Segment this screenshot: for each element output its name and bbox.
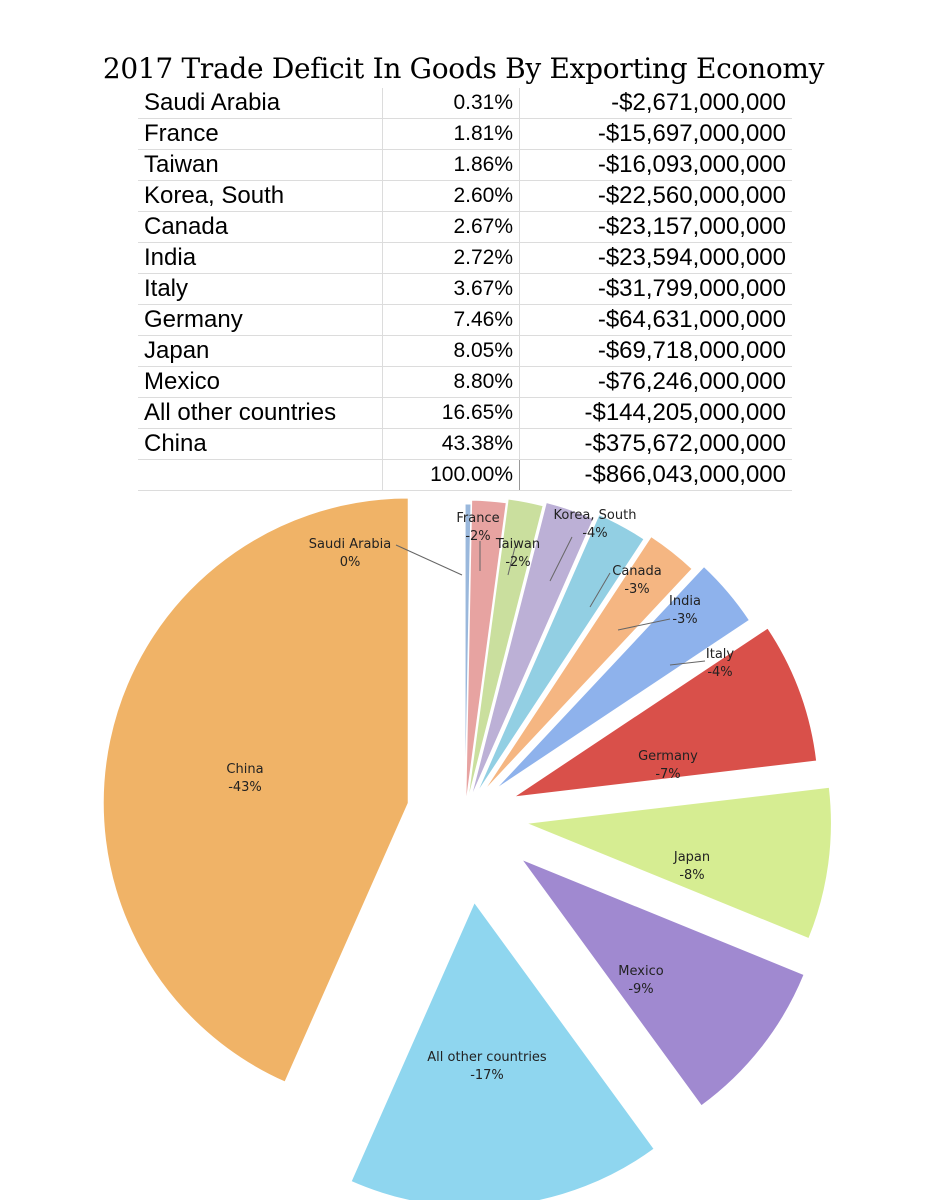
amount-cell: -$144,205,000,000	[520, 398, 793, 429]
table-row	[138, 398, 792, 429]
percent-cell: 0.31%	[383, 88, 520, 119]
table-row	[138, 181, 792, 212]
amount-cell: -$64,631,000,000	[520, 305, 793, 336]
slice-label: Korea, South	[553, 508, 637, 523]
amount-cell: -$22,560,000,000	[520, 181, 793, 212]
amount-cell: -$375,672,000,000	[520, 429, 793, 460]
slice-label: China	[226, 762, 264, 777]
slice-label: Saudi Arabia	[308, 537, 392, 552]
table-row	[138, 274, 792, 305]
percent-cell: 16.65%	[383, 398, 520, 429]
table-row	[138, 243, 792, 274]
table-row	[138, 119, 792, 150]
table-row	[138, 150, 792, 181]
amount-cell: -$69,718,000,000	[520, 336, 793, 367]
country-cell: Canada	[138, 212, 383, 243]
amount-cell: -$31,799,000,000	[520, 274, 793, 305]
amount-cell: -$2,671,000,000	[520, 88, 793, 119]
amount-cell: -$23,594,000,000	[520, 243, 793, 274]
table-row	[138, 429, 792, 460]
table-total-row	[138, 460, 792, 491]
country-cell: China	[138, 429, 383, 460]
slice-percent-label: -2%	[505, 555, 531, 570]
slice-label: Germany	[638, 749, 698, 764]
country-cell: Mexico	[138, 367, 383, 398]
slice-percent-label: -7%	[655, 767, 681, 782]
slice-percent-label: -9%	[628, 982, 654, 997]
amount-cell: -$23,157,000,000	[520, 212, 793, 243]
slice-percent-label: -2%	[465, 529, 491, 544]
slice-percent-label: -4%	[582, 526, 608, 541]
percent-cell: 100.00%	[383, 460, 520, 491]
amount-cell: -$15,697,000,000	[520, 119, 793, 150]
slice-percent-label: -8%	[679, 868, 705, 883]
table-row	[138, 212, 792, 243]
slice-percent-label: 0%	[339, 555, 361, 570]
country-cell: All other countries	[138, 398, 383, 429]
slice-label: Taiwan	[495, 537, 541, 552]
country-cell: France	[138, 119, 383, 150]
percent-cell: 1.86%	[383, 150, 520, 181]
country-cell: Japan	[138, 336, 383, 367]
slice-label: India	[669, 594, 701, 609]
percent-cell: 2.72%	[383, 243, 520, 274]
percent-cell: 2.60%	[383, 181, 520, 212]
slice-label: All other countries	[427, 1050, 547, 1065]
slice-percent-label: -17%	[470, 1068, 504, 1083]
chart-title: 2017 Trade Deficit In Goods By Exporting Economy	[102, 52, 825, 85]
country-cell: India	[138, 243, 383, 274]
table-row	[138, 88, 792, 119]
table-row	[138, 336, 792, 367]
amount-cell: -$866,043,000,000	[520, 460, 793, 491]
slice-label: Italy	[705, 647, 735, 662]
table-row	[138, 367, 792, 398]
country-cell: Germany	[138, 305, 383, 336]
trade-deficit-table	[138, 88, 792, 491]
slice-label: France	[456, 511, 500, 526]
slice-label: Mexico	[618, 964, 664, 979]
slice-percent-label: -3%	[624, 582, 650, 597]
country-cell	[138, 460, 383, 491]
percent-cell: 3.67%	[383, 274, 520, 305]
country-cell: Saudi Arabia	[138, 88, 383, 119]
slice-percent-label: -43%	[228, 780, 262, 795]
pie-chart	[0, 495, 927, 1200]
amount-cell: -$16,093,000,000	[520, 150, 793, 181]
percent-cell: 8.80%	[383, 367, 520, 398]
slice-label: Canada	[612, 564, 662, 579]
percent-cell: 7.46%	[383, 305, 520, 336]
percent-cell: 1.81%	[383, 119, 520, 150]
percent-cell: 8.05%	[383, 336, 520, 367]
country-cell: Korea, South	[138, 181, 383, 212]
percent-cell: 43.38%	[383, 429, 520, 460]
slice-percent-label: -4%	[707, 665, 733, 680]
amount-cell: -$76,246,000,000	[520, 367, 793, 398]
slice-percent-label: -3%	[672, 612, 698, 627]
slice-label: Japan	[673, 850, 711, 865]
country-cell: Italy	[138, 274, 383, 305]
table-row	[138, 305, 792, 336]
country-cell: Taiwan	[138, 150, 383, 181]
percent-cell: 2.67%	[383, 212, 520, 243]
